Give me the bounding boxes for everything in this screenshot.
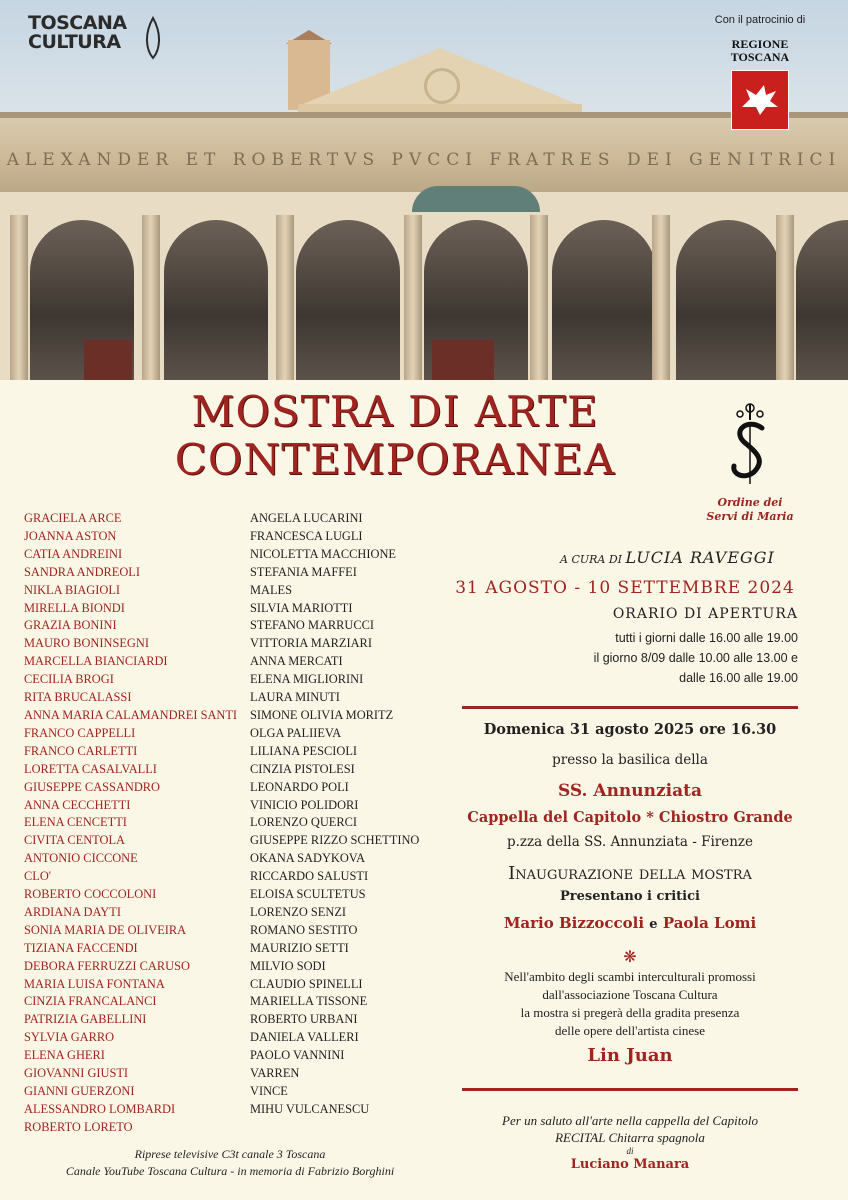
event-when: Domenica 31 agosto 2025 ore 16.30: [483, 721, 777, 738]
curator-prefix: A CURA DI: [560, 553, 623, 566]
note-line1: Nell'ambito degli scambi interculturali promossi: [504, 969, 756, 984]
title-line1: MOSTRA DI ARTE: [191, 387, 599, 436]
artist-name: MILVIO SODI: [250, 958, 326, 973]
artist-name: TIZIANA FACCENDI: [24, 940, 138, 955]
artist-name: CIVITA CENTOLA: [24, 833, 125, 848]
event-inauguration: Inaugurazione della mostra: [508, 863, 752, 884]
recital-block: [460, 1112, 800, 1173]
artist-name: LORENZO QUERCI: [250, 815, 358, 830]
artist-name: MAURO BONINSEGNI: [24, 636, 149, 651]
artist-name: ROBERTO LORETO: [24, 1119, 133, 1134]
artist-name: LORENZO SENZI: [250, 904, 347, 919]
column: [142, 215, 160, 380]
logo-line2: CULTURA: [28, 31, 121, 53]
artist-name: DANIELA VALLERI: [250, 1030, 359, 1045]
opening-hours-title: ORARIO DI APERTURA: [612, 606, 798, 622]
event-critics: [440, 912, 820, 936]
cypress-icon: [138, 16, 168, 60]
artist-name: ANNA MERCATI: [250, 654, 343, 669]
arch: [552, 220, 656, 380]
door: [84, 340, 132, 380]
event-church: SS. Annunziata: [557, 781, 703, 801]
artist-name: MALES: [250, 582, 292, 597]
arch: [796, 220, 848, 380]
artist-name: GRAZIA BONINI: [24, 618, 117, 633]
artist-name: ALESSANDRO LOMBARDI: [24, 1101, 176, 1116]
artist-name: ELENA CENCETTI: [24, 815, 127, 830]
order-line1: Ordine dei: [717, 496, 783, 509]
artist-name: JOANNA ASTON: [24, 528, 117, 543]
artist-name: SANDRA ANDREOLI: [24, 564, 140, 579]
order-caption: [690, 496, 810, 524]
artist-name: MIHU VULCANESCU: [250, 1101, 370, 1116]
artist-name: ELENA GHERI: [24, 1048, 105, 1063]
artist-name: GIOVANNI GIUSTI: [24, 1066, 129, 1081]
tv-credits-line1: Riprese televisive C3t canale 3 Toscana: [134, 1147, 326, 1161]
inauguration-event: [440, 720, 820, 1068]
artist-name: NICOLETTA MACCHIONE: [250, 546, 396, 561]
order-line2: Servi di Maria: [706, 510, 794, 523]
curator: [560, 548, 810, 567]
note-line4: delle opere dell'artista cinese: [555, 1023, 705, 1038]
artist-name: ANNA CECCHETTI: [24, 797, 131, 812]
artist-name: VARREN: [250, 1066, 300, 1081]
event-venue: Cappella del Capitolo * Chiostro Grande: [467, 809, 793, 826]
artist-name: CATIA ANDREINI: [24, 546, 123, 561]
exhibition-dates: 31 AGOSTO - 10 SETTEMBRE 2024: [455, 578, 795, 598]
guest-artist: Lin Juan: [587, 1045, 673, 1066]
recital-line2: RECITAL Chitarra spagnola: [555, 1130, 705, 1145]
asterisk-ornament-icon: ❋: [623, 947, 637, 966]
logo-line1: TOSCANA: [28, 12, 127, 34]
artist-name: RICCARDO SALUSTI: [250, 869, 369, 884]
entrance-canopy: [412, 186, 540, 212]
artist-name: FRANCO CARLETTI: [24, 743, 138, 758]
artist-name: FRANCO CAPPELLI: [24, 725, 136, 740]
recital-line1: Per un saluto all'arte nella cappella del Capitolo: [502, 1113, 758, 1128]
note-line2: dall'associazione Toscana Cultura: [542, 987, 718, 1002]
artist-name: OLGA PALIIEVA: [250, 725, 342, 740]
pegasus-icon: [736, 77, 784, 121]
critic-1: Mario Bizzoccoli: [503, 914, 645, 932]
artist-name: RITA BRUCALASSI: [24, 690, 132, 705]
artist-name: GIANNI GUERZONI: [24, 1084, 135, 1098]
artist-name: STEFANO MARRUCCI: [250, 618, 375, 633]
patronage-block: [690, 14, 830, 130]
artist-name: ELOISA SCULTETUS: [250, 887, 366, 902]
artist-name: MARCELLA BIANCIARDI: [24, 654, 168, 669]
opening-hours: [540, 628, 798, 688]
divider-top: [462, 706, 798, 709]
artist-name: OKANA SADYKOVA: [250, 851, 366, 866]
arch: [164, 220, 268, 380]
artist-name: CINZIA PISTOLESI: [250, 761, 355, 776]
servi-di-maria-emblem-icon: [718, 398, 782, 488]
artist-name: STEFANIA MAFFEI: [250, 564, 357, 579]
artist-name: DEBORA FERRUZZI CARUSO: [24, 958, 190, 973]
portico-inscription: ALEXANDER ET ROBERTVS PVCCI FRATRES DEI GENITRICI: [6, 150, 842, 170]
artist-name: PATRIZIA GABELLINI: [24, 1012, 147, 1027]
critic-2: Paola Lomi: [662, 914, 757, 932]
column: [776, 215, 794, 380]
column: [652, 215, 670, 380]
event-presso: presso la basilica della: [552, 752, 708, 768]
tv-credits: [20, 1146, 440, 1180]
artist-name: PAOLO VANNINI: [250, 1048, 345, 1063]
artists-column-1: [24, 510, 244, 1137]
artist-name: NIKLA BIAGIOLI: [24, 582, 121, 597]
artist-name: GIUSEPPE RIZZO SCHETTINO: [250, 833, 420, 848]
artist-name: ROMANO SESTITO: [250, 922, 358, 937]
artist-name: ROBERTO COCCOLONI: [24, 887, 157, 902]
divider-bottom: [462, 1088, 798, 1091]
recital-di: di: [626, 1146, 634, 1156]
artists-column-2: [250, 510, 450, 1119]
curator-name: LUCIA RAVEGGI: [625, 548, 775, 567]
title-line2: CONTEMPORANEA: [174, 435, 616, 484]
note-line3: la mostra si pregerà della gradita presenza: [520, 1005, 740, 1020]
regione-line1: REGIONE: [731, 37, 789, 51]
column: [530, 215, 548, 380]
artist-name: LILIANA PESCIOLI: [250, 743, 358, 758]
door: [432, 340, 494, 380]
artist-name: VINICIO POLIDORI: [250, 797, 359, 812]
artist-name: VITTORIA MARZIARI: [250, 636, 372, 651]
exhibition-title: [60, 388, 730, 484]
regione-line2: TOSCANA: [730, 50, 790, 64]
artist-name: ANGELA LUCARINI: [250, 511, 363, 525]
column: [276, 215, 294, 380]
artist-name: ANNA MARIA CALAMANDREI SANTI: [24, 707, 238, 722]
artist-name: GIUSEPPE CASSANDRO: [24, 779, 160, 794]
artist-name: MARIA LUISA FONTANA: [24, 976, 165, 991]
artist-name: VINCE: [250, 1084, 288, 1098]
artist-name: ANTONIO CICCONE: [24, 851, 138, 866]
toscana-cultura-logo: [28, 14, 168, 66]
regione-toscana-shield: [731, 70, 789, 130]
artist-name: LEONARDO POLI: [250, 779, 349, 794]
artist-name: ARDIANA DAYTI: [24, 904, 121, 919]
artist-name: SYLVIA GARRO: [24, 1030, 115, 1045]
artist-name: CLO': [24, 869, 52, 884]
oculus-window: [424, 68, 460, 104]
artist-name: CINZIA FRANCALANCI: [24, 994, 157, 1009]
hours-line1: tutti i giorni dalle 16.00 alle 19.00: [615, 631, 798, 645]
arch: [676, 220, 780, 380]
hours-line2: il giorno 8/09 dalle 10.00 alle 13.00 e: [593, 651, 798, 665]
column: [10, 215, 28, 380]
artist-name: FRANCESCA LUGLI: [250, 528, 363, 543]
artist-name: GRACIELA ARCE: [24, 511, 122, 525]
artist-name: SONIA MARIA DE OLIVEIRA: [24, 922, 187, 937]
artist-name: SILVIA MARIOTTI: [250, 600, 353, 615]
hero-photo: [0, 0, 848, 380]
event-critics-label: Presentano i critici: [560, 889, 700, 904]
artist-name: LAURA MINUTI: [250, 690, 340, 705]
artist-name: LORETTA CASALVALLI: [24, 761, 157, 776]
arch: [296, 220, 400, 380]
recital-performer: Luciano Manara: [570, 1157, 690, 1172]
artist-name: ELENA MIGLIORINI: [250, 672, 364, 687]
tv-credits-line2: Canale YouTube Toscana Cultura - in memoria di Fabrizio Borghini: [65, 1164, 395, 1178]
event-address: p.zza della SS. Annunziata - Firenze: [506, 834, 753, 850]
column: [404, 215, 422, 380]
artist-name: MAURIZIO SETTI: [250, 940, 349, 955]
artist-name: ROBERTO URBANI: [250, 1012, 358, 1027]
artist-name: SIMONE OLIVIA MORITZ: [250, 707, 394, 722]
artist-name: MIRELLA BIONDI: [24, 600, 125, 615]
artist-name: CECILIA BROGI: [24, 672, 114, 687]
patronage-label: Con il patrocinio di: [714, 14, 806, 26]
critics-and: e: [649, 917, 658, 932]
artist-name: MARIELLA TISSONE: [250, 994, 368, 1009]
artist-name: CLAUDIO SPINELLI: [250, 976, 363, 991]
hours-line3: dalle 16.00 alle 19.00: [679, 671, 798, 685]
